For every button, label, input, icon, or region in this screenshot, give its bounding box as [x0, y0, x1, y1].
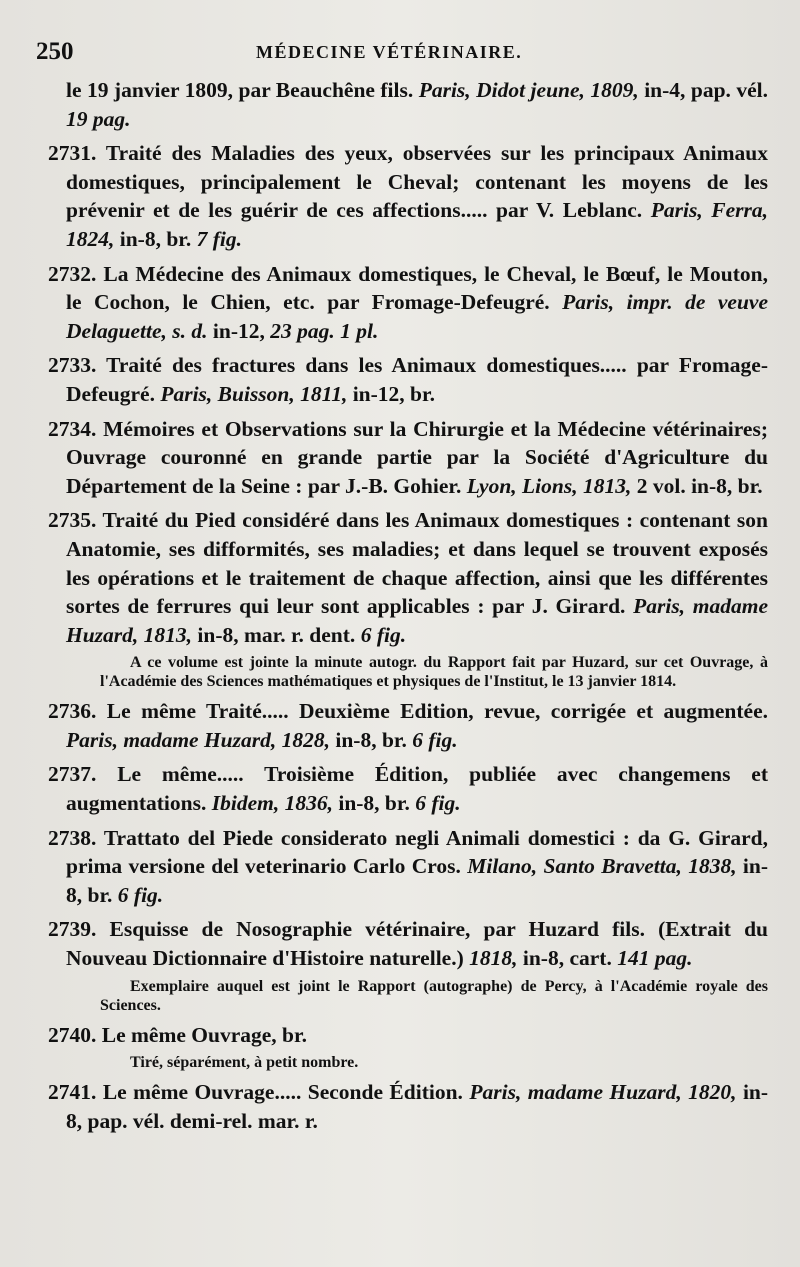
entry-publisher: Milano, Santo Bravetta, 1838,: [467, 854, 737, 879]
entry-publisher: Paris, impr. de veuve Delaguette, s. d.: [66, 290, 769, 343]
entry-format: in-8, br.: [119, 226, 192, 251]
entry-number: 2731.: [48, 141, 97, 166]
entry-publisher: Lyon, Lions, 1813,: [466, 473, 632, 498]
entry-number: 2735.: [48, 508, 97, 533]
entry-text: Esquisse de Nosographie vétérinaire, par Huzard fils. (Extrait du Nouveau Dictionnaire d'Histoire naturelle.): [66, 917, 769, 971]
entry-publisher: Paris, madame Huzard, 1813,: [66, 594, 768, 647]
entry-text: le 19 janvier 1809, par Beauchêne fils.: [66, 78, 414, 102]
entry-pagination: 6 fig.: [117, 882, 164, 907]
page-header: [36, 38, 764, 68]
entry-pagination: 6 fig.: [412, 727, 458, 752]
entry-format: in-8, mar. r. dent.: [197, 622, 356, 647]
catalogue-entry-2740: [48, 1021, 768, 1050]
entry-text: Traité des fractures dans les Animaux domestiques..... par Fromage-Defeugré.: [66, 353, 768, 406]
running-title: MÉDECINE VÉTÉRINAIRE.: [256, 42, 523, 62]
entry-text: Le même Traité..... Deuxième Edition, revue, corrigée et augmentée.: [106, 699, 769, 724]
entry-publisher: Ibidem, 1836,: [211, 791, 333, 816]
entry-number: 2733.: [48, 353, 97, 378]
entry-publisher: 1818,: [469, 946, 518, 971]
entry-publisher: Paris, Didot jeune, 1809,: [418, 78, 639, 102]
catalogue-entry-2736: [48, 697, 768, 754]
entry-pagination: 7 fig.: [196, 226, 243, 251]
catalogue-entry-2734: [48, 415, 768, 501]
entry-pagination: 19 pag.: [66, 106, 131, 131]
page-number: 250: [36, 38, 74, 65]
entry-format: 2 vol. in-8, br.: [636, 473, 763, 498]
catalogue-text: [48, 76, 768, 1135]
entry-pagination: 6 fig.: [360, 622, 407, 647]
entry-number: 2737.: [48, 762, 97, 787]
entry-publisher: Paris, madame Huzard, 1820,: [469, 1080, 737, 1105]
catalogue-entry-2738: [48, 824, 768, 910]
catalogue-entry-2739: [48, 915, 768, 972]
catalogue-entry-2741: [48, 1078, 768, 1135]
entry-format: in-8, br.: [335, 727, 407, 752]
entry-note-2739: Exemplaire auquel est joint le Rapport (autographe) de Percy, à l'Académie royale des Sciences.: [100, 977, 768, 1014]
catalogue-entry-2733: [48, 351, 768, 408]
entry-format: in-8, br.: [66, 854, 769, 907]
entry-text: Traité du Pied considéré dans les Animaux domestiques : contenant son Anatomie, ses difformités, ses maladies; et dans lequel se trouvent exposés les opérations et le traitement de chaque affection, ainsi que les différentes sortes de ferrures qui leur sont applicables : par J. Girard.: [66, 508, 768, 619]
entry-note-2740: Tiré, séparément, à petit nombre.: [130, 1054, 359, 1072]
entry-publisher: Paris, Buisson, 1811,: [160, 381, 348, 406]
entry-pagination: 6 fig.: [415, 791, 461, 816]
entry-number: 2736.: [48, 699, 97, 724]
entry-number: 2740.: [48, 1022, 97, 1047]
entry-number: 2739.: [48, 917, 97, 942]
entry-text: La Médecine des Animaux domestiques, le Cheval, le Bœuf, le Mouton, le Cochon, le Chien, etc. par Fromage-Defeugré.: [66, 261, 768, 315]
entry-number: 2741.: [48, 1080, 97, 1105]
entry-pagination: 23 pag. 1 pl.: [270, 318, 379, 343]
entry-text: Le même Ouvrage..... Seconde Édition.: [102, 1080, 463, 1105]
entry-format: in-8, pap. vél. demi-rel. mar. r.: [66, 1080, 769, 1133]
entry-pagination: 141 pag.: [617, 946, 693, 971]
entry-number: 2734.: [48, 416, 97, 441]
catalogue-entry-2731: [48, 139, 768, 253]
entry-publisher: Paris, madame Huzard, 1828,: [66, 727, 330, 752]
entry-format: in-8, cart.: [522, 946, 612, 971]
catalogue-entry-2737: [48, 760, 768, 817]
catalogue-entry-2735: [48, 506, 768, 649]
entry-format: in-12, br.: [352, 381, 435, 406]
entry-text: Le même Ouvrage, br.: [101, 1022, 307, 1047]
entry-format: in-4, pap. vél.: [644, 78, 768, 102]
entry-format: in-8, br.: [338, 791, 410, 816]
entry-number: 2738.: [48, 825, 97, 850]
entry-publisher: Paris, Ferra, 1824,: [66, 198, 768, 251]
entry-number: 2732.: [48, 261, 97, 286]
catalogue-entry-continuation: [48, 76, 768, 133]
entry-text: Traité des Maladies des yeux, observées sur les principaux Animaux domestiques, principalement le Cheval; contenant les moyens de les prévenir et de les guérir de ces affections..... par V. Leblanc.: [66, 141, 768, 223]
catalogue-entry-2732: [48, 260, 768, 346]
entry-note-2735: A ce volume est jointe la minute autogr. du Rapport fait par Huzard, sur cet Ouvrage, à l'Académie des Sciences mathématiques et physiques de l'Institut, le 13 janvier 1814.: [100, 654, 768, 691]
entry-text: Trattato del Piede considerato negli Animali domestici : da G. Girard, prima versione del veterinario Carlo Cros.: [66, 825, 768, 879]
entry-text: Mémoires et Observations sur la Chirurgie et la Médecine vétérinaires; Ouvrage couronné en grande partie par la Société d'Agriculture du Département de la Seine : par J.-B. Gohier.: [66, 416, 768, 498]
entry-format: in-12,: [212, 318, 265, 343]
entry-text: Le même..... Troisième Édition, publiée avec changemens et augmentations.: [66, 762, 769, 816]
